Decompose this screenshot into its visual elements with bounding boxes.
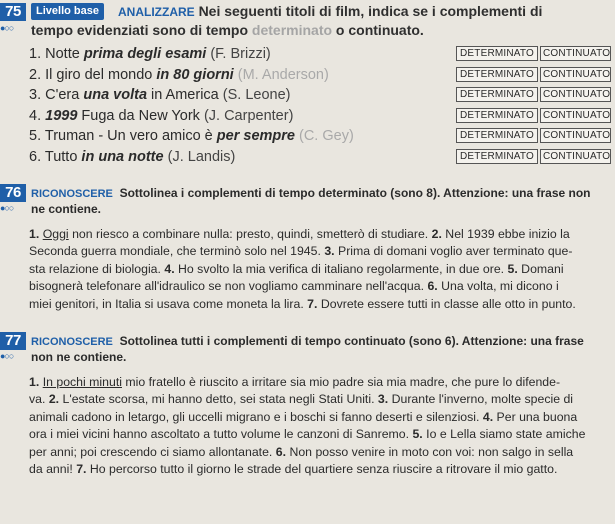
option-determinato[interactable]: DETERMINATO — [456, 149, 538, 164]
film-row — [29, 86, 609, 107]
film-row — [29, 66, 609, 87]
exercise-75-number: 75 — [0, 3, 26, 21]
option-continuato[interactable]: CONTINUATO — [540, 149, 611, 164]
film-title-list — [29, 45, 609, 168]
film-row — [29, 45, 609, 66]
film-row — [29, 107, 609, 128]
exercise-77-number: 77 — [0, 332, 26, 350]
option-determinato[interactable]: DETERMINATO — [456, 87, 538, 102]
film-row — [29, 127, 609, 148]
option-determinato[interactable]: DETERMINATO — [456, 128, 538, 143]
text-line: per anni; poi crescendo ci siamo allontanate. 6. Non posso venire in moto con voi: non salgo in sella — [29, 444, 574, 459]
text-line: 1. In pochi minuti mio fratello è riuscito a irritare sia mio padre sia mia madre, che pure lo difende- — [29, 375, 561, 389]
film-title: 1. Notte prima degli esami (F. Brizzi) — [29, 46, 271, 62]
level-badge: Livello base — [31, 3, 104, 20]
exercise-75-instruction-line2: tempo evidenziati sono di tempo determinato o continuato. — [31, 22, 424, 38]
film-title: 5. Truman - Un vero amico è per sempre (C. Gey) — [29, 128, 354, 144]
option-continuato[interactable]: CONTINUATO — [540, 67, 611, 82]
film-title: 3. C'era una volta in America (S. Leone) — [29, 87, 291, 103]
exercise-76-number: 76 — [0, 184, 26, 202]
text-line: va. 2. L'estate scorsa, mi hanno detto, sei stata negli Stati Uniti. 3. Durante l'inverno, molte specie di — [29, 392, 574, 407]
text-line: Seconda guerra mondiale, che terminò solo nel 1945. 3. Prima di domani voglio aver terminato que- — [29, 244, 573, 259]
option-continuato[interactable]: CONTINUATO — [540, 87, 611, 102]
option-determinato[interactable]: DETERMINATO — [456, 46, 538, 61]
option-continuato[interactable]: CONTINUATO — [540, 46, 611, 61]
text-line: sta relazione di biologia. 4. Ho svolto la mia verifica di italiano regolarmente, in due ore. 5. Domani — [29, 261, 564, 276]
difficulty-dots-icon: ●○○ — [0, 203, 14, 213]
film-row — [29, 148, 609, 169]
exercise-76-instruction: RICONOSCERE Sottolinea i complementi di tempo determinato (sono 8). Attenzione: una frase non ne contiene. — [31, 186, 591, 216]
exercise-77-instruction: RICONOSCERE Sottolinea tutti i complementi di tempo continuato (sono 6). Attenzione: una frase non ne contiene. — [31, 334, 584, 364]
option-determinato[interactable]: DETERMINATO — [456, 67, 538, 82]
text-line: miei genitori, in Italia si usava come moneta la lira. 7. Dovrete essere tutti in classe alle otto in punto. — [29, 296, 576, 311]
text-line: da anni! 7. Ho percorso tutto il giorno le strade del quartiere senza riuscire a ritrovare il mio gatto. — [29, 462, 558, 477]
difficulty-dots-icon: ●○○ — [0, 23, 14, 33]
option-determinato[interactable]: DETERMINATO — [456, 108, 538, 123]
film-title: 4. 1999 Fuga da New York (J. Carpenter) — [29, 107, 294, 124]
option-continuato[interactable]: CONTINUATO — [540, 108, 611, 123]
film-title: 6. Tutto in una notte (J. Landis) — [29, 148, 236, 165]
text-line: animali cadono in letargo, gli uccelli migrano e i boschi si fanno deserti e silenziosi. 4. Per una buona — [29, 409, 578, 424]
exercise-77-text — [29, 374, 607, 478]
text-line: bisognerà telefonare all'idraulico se non vogliamo camminare nell'acqua. 6. Una volta, mi dicono i — [29, 279, 559, 294]
option-continuato[interactable]: CONTINUATO — [540, 128, 611, 143]
difficulty-dots-icon: ●○○ — [0, 351, 14, 361]
text-line: ora i miei vicini hanno ascoltato a tutto volume le canzoni di Sanremo. 5. Io e Lella siamo state amiche — [29, 427, 586, 442]
exercise-75-keyword: ANALIZZARE — [118, 5, 195, 19]
text-line: 1. Oggi non riesco a combinare nulla: presto, quindi, smetterò di studiare. 2. Nel 1939 ebbe inizio la — [29, 227, 570, 241]
exercise-76-text — [29, 226, 611, 313]
exercise-75-instruction-line1: ANALIZZARE Nei seguenti titoli di film, indica se i complementi di — [118, 3, 543, 19]
film-title: 2. Il giro del mondo in 80 giorni (M. Anderson) — [29, 66, 329, 83]
